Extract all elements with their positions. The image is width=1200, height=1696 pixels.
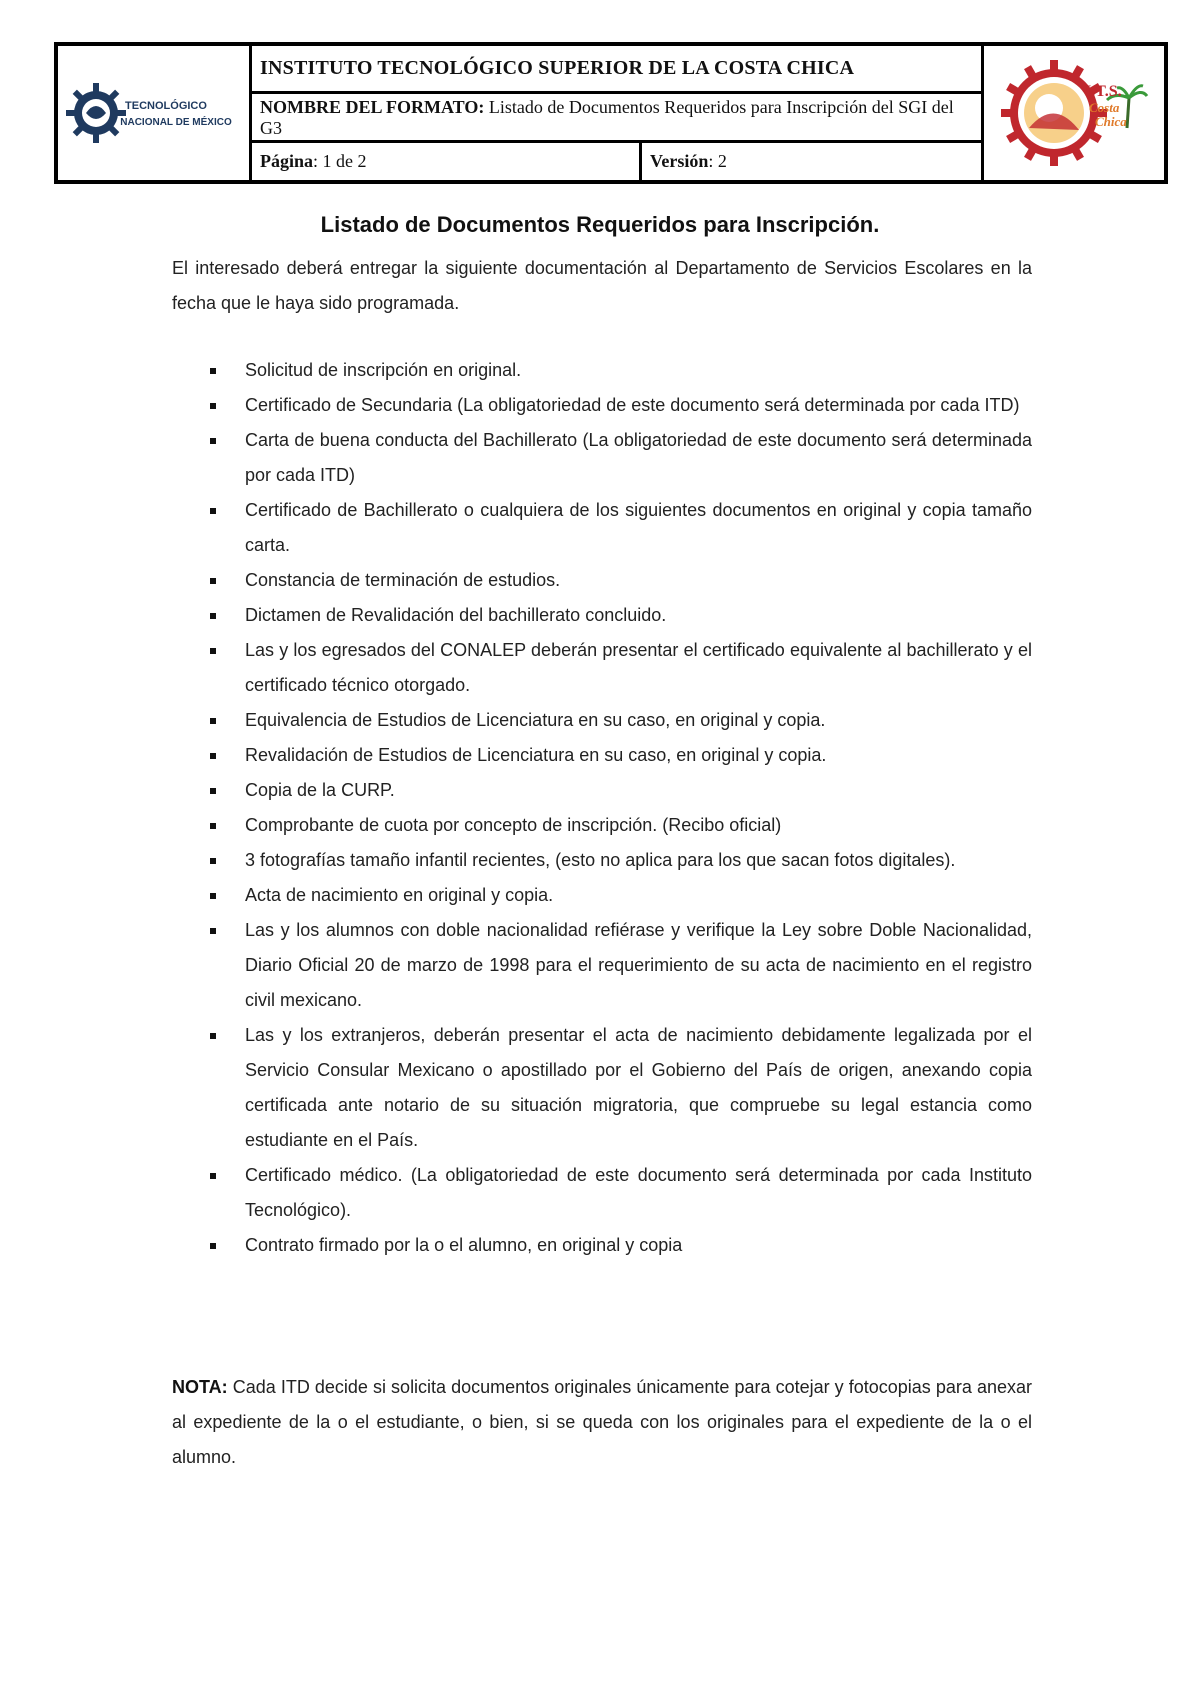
requirements-list	[172, 353, 1032, 1263]
note-text: Cada ITD decide si solicita documentos originales únicamente para cotejar y fotocopias para anexar al expediente de la o el estudiante, o bien, si se queda con los originales para el expediente de la o el alumno.	[172, 1377, 1032, 1467]
its-logo-text-1: I.T.S.	[1085, 83, 1122, 100]
square-bullet-icon	[210, 1033, 216, 1039]
requirement-item	[172, 353, 1032, 388]
requirement-item	[172, 738, 1032, 773]
requirement-item	[172, 703, 1032, 738]
page-label: Página	[260, 151, 314, 171]
square-bullet-icon	[210, 368, 216, 374]
square-bullet-icon	[210, 823, 216, 829]
square-bullet-icon	[210, 928, 216, 934]
requirement-item	[172, 493, 1032, 563]
square-bullet-icon	[210, 1173, 216, 1179]
tecnm-logo-line1: TECNOLÓGICO	[125, 100, 207, 112]
format-value: Listado de Documentos Requeridos para Inscripción del SGI del G3	[260, 97, 954, 138]
requirement-item	[172, 598, 1032, 633]
square-bullet-icon	[210, 438, 216, 444]
requirement-text: Equivalencia de Estudios de Licenciatura en su caso, en original y copia.	[245, 710, 826, 730]
square-bullet-icon	[210, 648, 216, 654]
square-bullet-icon	[210, 1243, 216, 1249]
note-label: NOTA:	[172, 1377, 228, 1397]
its-logo-text-2: Costa	[1089, 100, 1120, 115]
requirement-text: Revalidación de Estudios de Licenciatura en su caso, en original y copia.	[245, 745, 827, 765]
requirement-item	[172, 808, 1032, 843]
requirement-text: Las y los alumnos con doble nacionalidad refiérase y verifique la Ley sobre Doble Nacionalidad, Diario Oficial 20 de marzo de 1998 para el requerimiento de su acta de nacimiento en el registro civil mexicano.	[245, 920, 1032, 1010]
requirement-text: Certificado de Secundaria (La obligatoriedad de este documento será determinada por cada ITD)	[245, 395, 1020, 415]
requirement-item	[172, 388, 1032, 423]
square-bullet-icon	[210, 788, 216, 794]
document-header	[54, 42, 1168, 184]
square-bullet-icon	[210, 578, 216, 584]
intro-paragraph: El interesado deberá entregar la siguiente documentación al Departamento de Servicios Escolares en la fecha que le haya sido programada.	[172, 258, 1032, 313]
square-bullet-icon	[210, 753, 216, 759]
requirement-text: Constancia de terminación de estudios.	[245, 570, 561, 590]
format-name	[252, 94, 981, 143]
its-costa-chica-logo	[981, 46, 1164, 180]
header-middle	[252, 46, 981, 180]
requirement-text: Dictamen de Revalidación del bachillerato concluido.	[245, 605, 667, 625]
requirement-text: 3 fotografías tamaño infantil recientes, (esto no aplica para los que sacan fotos digitales).	[245, 850, 956, 870]
its-logo-text-3: Chica	[1095, 114, 1127, 129]
requirement-item	[172, 633, 1032, 703]
document-title: Listado de Documentos Requeridos para Inscripción.	[320, 212, 880, 237]
requirement-text: Carta de buena conducta del Bachillerato (La obligatoriedad de este documento será determinada por cada ITD)	[245, 430, 1032, 485]
square-bullet-icon	[210, 893, 216, 899]
requirement-item	[172, 1158, 1032, 1228]
version-label: Versión	[650, 151, 709, 171]
requirement-item	[172, 878, 1032, 913]
requirement-text: Las y los egresados del CONALEP deberán presentar el certificado equivalente al bachillerato y el certificado técnico otorgado.	[245, 640, 1032, 695]
square-bullet-icon	[210, 613, 216, 619]
requirement-item	[172, 1228, 1032, 1263]
institution-name: INSTITUTO TECNOLÓGICO SUPERIOR DE LA COSTA CHICA	[252, 46, 981, 94]
requirement-text: Acta de nacimiento en original y copia.	[245, 885, 554, 905]
requirement-item	[172, 773, 1032, 808]
requirement-item	[172, 563, 1032, 598]
square-bullet-icon	[210, 718, 216, 724]
requirement-text: Comprobante de cuota por concepto de inscripción. (Recibo oficial)	[245, 815, 782, 835]
square-bullet-icon	[210, 403, 216, 409]
requirement-item	[172, 423, 1032, 493]
format-label: NOMBRE DEL FORMATO:	[260, 97, 485, 117]
requirement-text: Las y los extranjeros, deberán presentar el acta de nacimiento debidamente legalizada por el Servicio Consular Mexicano o apostillado por el Gobierno del País de origen, anexando copia certificada ante notario de su situación migratoria, que compruebe su legal estancia como estudiante en el País.	[245, 1025, 1032, 1150]
requirement-text: Certificado de Bachillerato o cualquiera de los siguientes documentos en original y copia tamaño carta.	[245, 500, 1032, 555]
requirement-item	[172, 913, 1032, 1018]
requirement-text: Contrato firmado por la o el alumno, en original y copia	[245, 1235, 683, 1255]
page-number	[252, 143, 642, 180]
tecnm-logo	[58, 46, 252, 180]
tecnm-logo-line2: NACIONAL DE MÉXICO	[120, 117, 232, 128]
requirement-text: Solicitud de inscripción en original.	[245, 360, 522, 380]
version-value: : 2	[708, 151, 727, 171]
version-number	[642, 143, 727, 180]
square-bullet-icon	[210, 508, 216, 514]
note-paragraph	[172, 1370, 1032, 1475]
requirement-item	[172, 1018, 1032, 1158]
requirement-text: Copia de la CURP.	[245, 780, 395, 800]
requirement-item	[172, 843, 1032, 878]
page-value: : 1 de 2	[313, 151, 367, 171]
requirement-text: Certificado médico. (La obligatoriedad de este documento será determinada por cada Instituto Tecnológico).	[245, 1165, 1032, 1220]
page-version-row	[252, 143, 981, 180]
square-bullet-icon	[210, 858, 216, 864]
